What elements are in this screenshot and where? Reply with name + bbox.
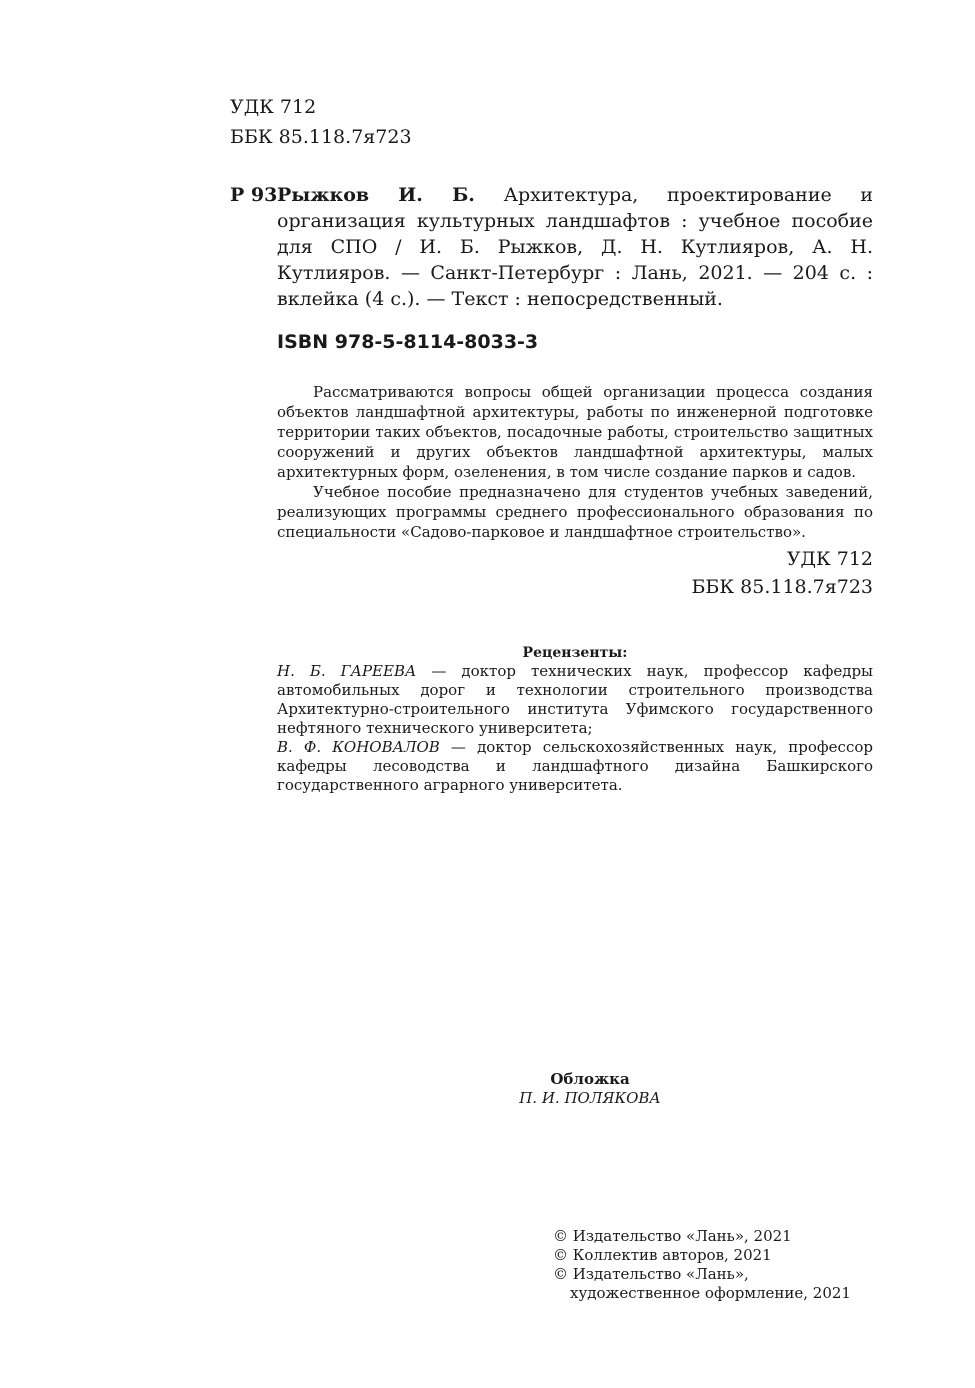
classification-top xyxy=(230,92,412,152)
entry-author: Рыжков И. Б. xyxy=(277,184,475,206)
bibliographic-entry xyxy=(277,182,873,312)
copyright-line: © Издательство «Лань», xyxy=(553,1265,749,1283)
reviewer-item xyxy=(277,738,873,795)
copyright-block xyxy=(553,1227,851,1303)
entry-description: Архитектура, проектирование и организация культурных ландшафтов : учебное пособие для СПО / И. Б. Рыжков, Д. Н. Кутлияров, А. Н. Кутлияров. — Санкт-Петербург : Лань, 2021. — 204 с. : вклейка (4 с.). — Текст : непосредственный. xyxy=(277,184,874,310)
bbk-code: ББК 85.118.7я723 xyxy=(230,126,412,148)
reviewers-list xyxy=(277,662,873,795)
udk-code-right: УДК 712 xyxy=(786,548,873,570)
reviewer-credentials: — доктор технических наук, профессор кафедры автомобильных дорог и технологии строительного производства Архитектурно-строительного института Уфимского государственного нефтяного технического университета; xyxy=(277,662,873,737)
bbk-code-right: ББК 85.118.7я723 xyxy=(691,576,873,598)
reviewers-title: Рецензенты: xyxy=(522,645,628,661)
reviewer-name: Н. Б. ГАРЕЕВА xyxy=(277,662,417,680)
cover-credit-title: Обложка xyxy=(550,1070,630,1088)
copyright-line: художественное оформление, 2021 xyxy=(570,1284,851,1302)
abstract-paragraph-2: Учебное пособие предназначено для студентов учебных заведений, реализующих программы среднего профессионального образования по специальности «Садово-парковое и ландшафтное строительство». xyxy=(277,483,873,541)
cover-credit xyxy=(460,1070,720,1108)
cover-credit-name: П. И. ПОЛЯКОВА xyxy=(519,1089,661,1107)
copyright-line: © Издательство «Лань», 2021 xyxy=(553,1227,792,1245)
reviewer-name: В. Ф. КОНОВАЛОВ xyxy=(277,738,440,756)
udk-code: УДК 712 xyxy=(230,96,317,118)
copyright-line: © Коллектив авторов, 2021 xyxy=(553,1246,772,1264)
reviewer-item xyxy=(277,662,873,738)
abstract-paragraph-1: Рассматриваются вопросы общей организации процесса создания объектов ландшафтной архитектуры, работы по инженерной подготовке территории таких объектов, посадочные работы, строительство защитных сооружений и других объектов ландшафтной архитектуры, малых архитектурных форм, озеленения, в том числе создание парков и садов. xyxy=(277,383,873,481)
classification-bottom xyxy=(600,545,873,601)
isbn: ISBN 978-5-8114-8033-3 xyxy=(277,331,539,353)
abstract xyxy=(277,382,873,542)
author-mark: Р 93 xyxy=(230,184,278,206)
reviewer-credentials: — доктор сельскохозяйственных наук, профессор кафедры лесоводства и ландшафтного дизайна Башкирского государственного аграрного университета. xyxy=(277,738,873,794)
